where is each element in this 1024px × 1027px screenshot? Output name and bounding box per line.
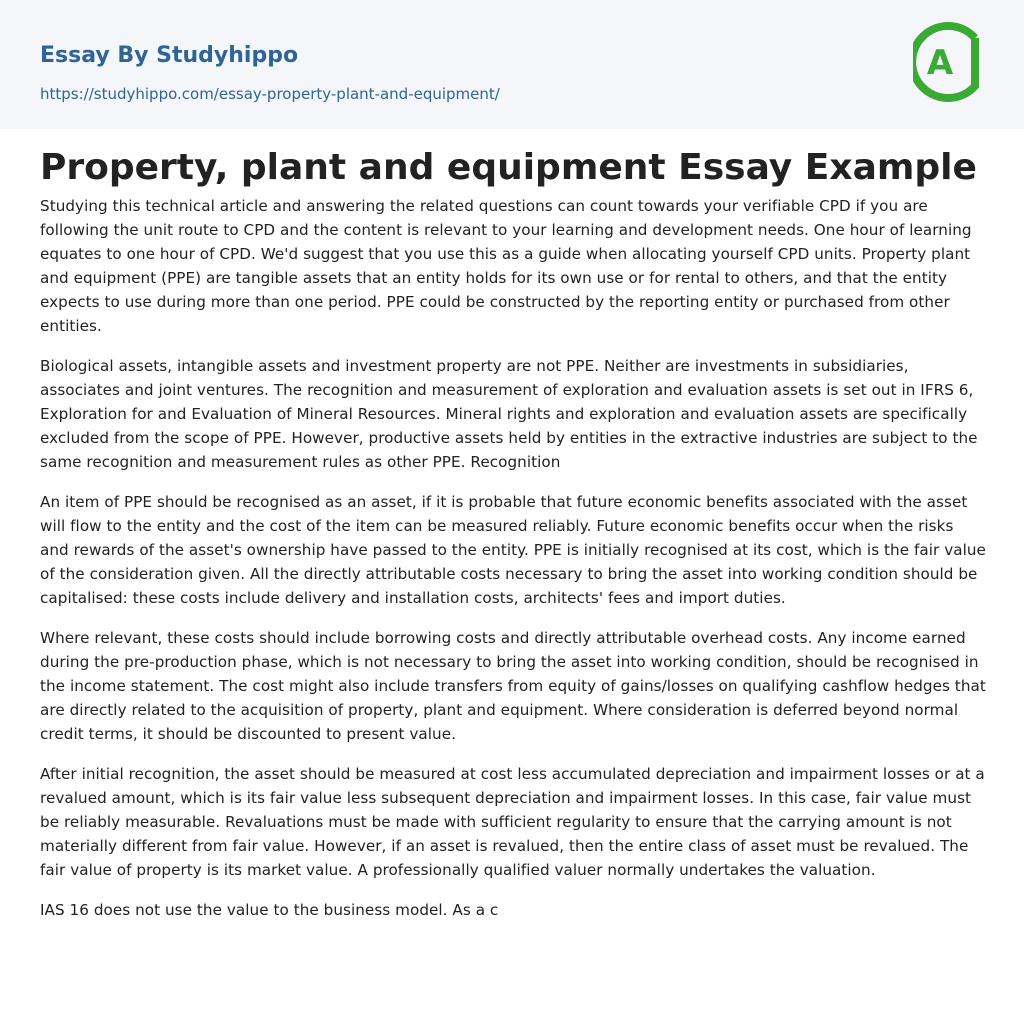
article-paragraph: After initial recognition, the asset should be measured at cost less accumulated depreciation and impairment losses or at a revalued amount, which is its fair value less subsequent depreciation and impairment losses. In this case, fair value must be reliably measurable. Revaluations must be made with sufficient regularity to ensure that the carrying amount is not materially different from fair value. However, if an asset is revalued, then the entire class of asset must be revalued. The fair value of property is its market value. A professionally qualified valuer normally undertakes the valuation. (40, 765, 985, 879)
site-title[interactable]: Essay By Studyhippo (40, 43, 299, 68)
article-paragraph: An item of PPE should be recognised as an asset, if it is probable that future economic benefits associated with the asset will flow to the entity and the cost of the item can be measured reliably. Future economic benefits occur when the risks and rewards of the asset's ownership have passed to the entity. PPE is initially recognised at its cost, which is the fair value of the consideration given. All the directly attributable costs necessary to bring the asset into working condition should be capitalised: these costs include delivery and installation costs, architects' fees and import duties. (40, 493, 986, 607)
page-title: Property, plant and equipment Essay Example (40, 147, 977, 188)
logo-letter: A (926, 43, 954, 83)
article-paragraph: Biological assets, intangible assets and investment property are not PPE. Neither are investments in subsidiaries, associates and joint ventures. The recognition and measurement of exploration and evaluation assets is set out in IFRS 6, Exploration for and Evaluation of Mineral Resources. Mineral rights and exploration and evaluation assets are specifically excluded from the scope of PPE. However, productive assets held by entities in the extractive industries are subject to the same recognition and measurement rules as other PPE. Recognition (40, 357, 978, 471)
article-url-link[interactable]: https://studyhippo.com/essay-property-plant-and-equipment/ (40, 85, 500, 103)
article-paragraph: IAS 16 does not use the value to the business model. As a c (40, 901, 499, 919)
article-body (40, 194, 986, 938)
article-paragraph: Where relevant, these costs should include borrowing costs and directly attributable overhead costs. Any income earned during the pre-production phase, which is not necessary to bring the asset into working condition, should be recognised in the income statement. The cost might also include transfers from equity of gains/losses on qualifying cashflow hedges that are directly related to the acquisition of property, plant and equipment. Where consideration is deferred beyond normal credit terms, it should be discounted to present value. (40, 629, 986, 743)
article-paragraph: Studying this technical article and answering the related questions can count towards your verifiable CPD if you are following the unit route to CPD and the content is relevant to your learning and development needs. One hour of learning equates to one hour of CPD. We'd suggest that you use this as a guide when allocating yourself CPD units. Property plant and equipment (PPE) are tangible assets that an entity holds for its own use or for rental to others, and that the entity expects to use during more than one period. PPE could be constructed by the reporting entity or purchased from other entities. (40, 197, 972, 335)
